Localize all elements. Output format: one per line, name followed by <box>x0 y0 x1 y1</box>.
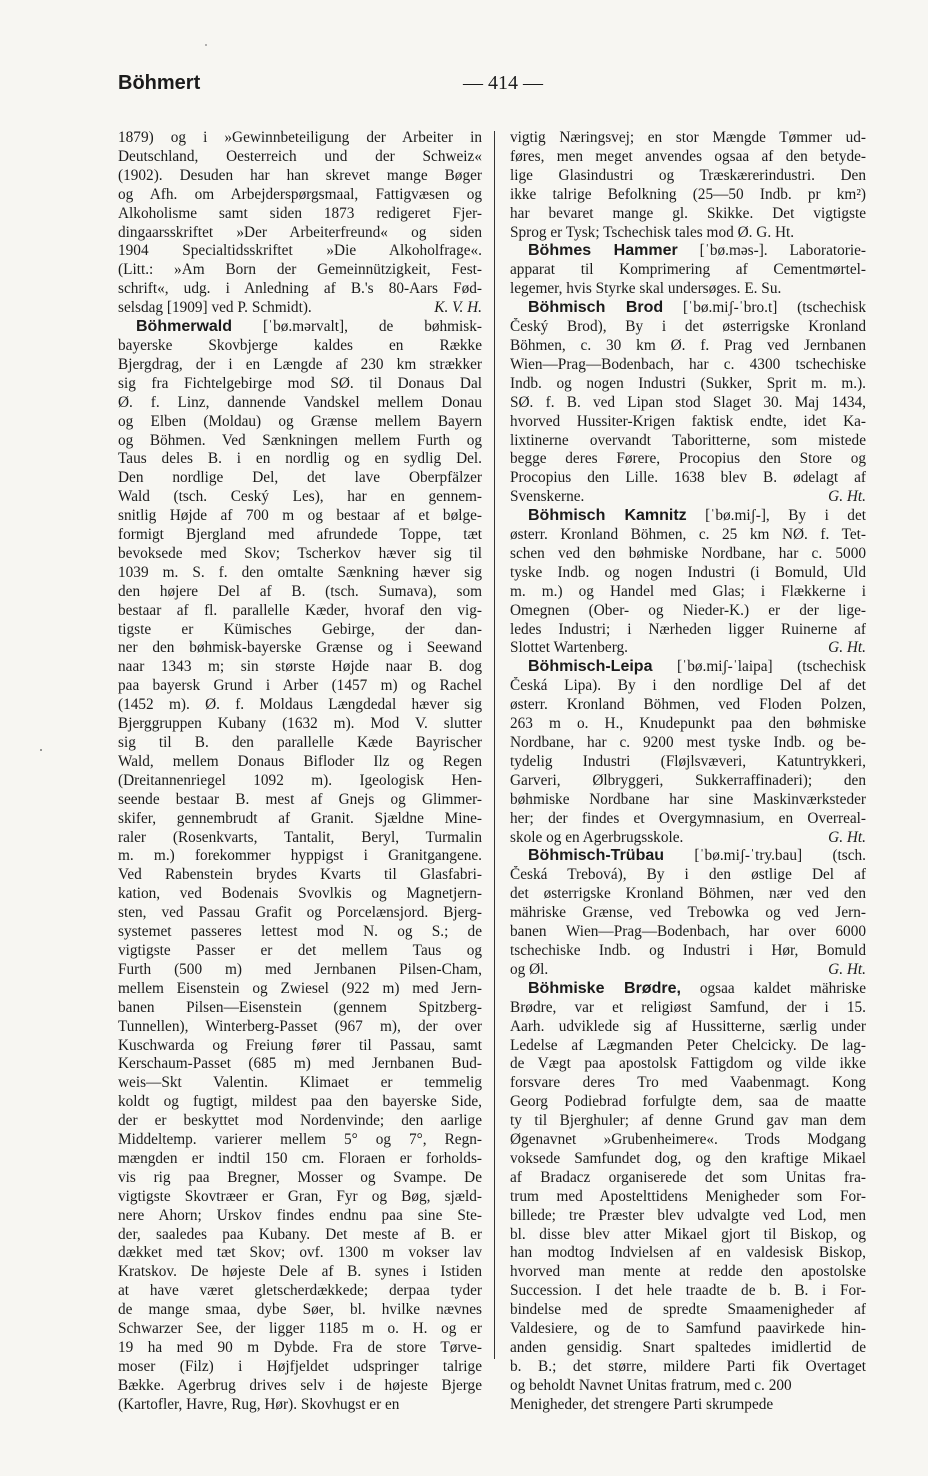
line-text: Den nordlige Del, det lave Oberpfälzer <box>118 469 482 487</box>
line-text: Garveri, Ølbryggeri, Sukkerraffinaderi); den <box>510 771 866 789</box>
text-line <box>510 1055 866 1074</box>
text-line <box>510 923 866 942</box>
text-line <box>510 1112 866 1131</box>
right-column <box>510 129 866 1415</box>
line-text: Wald, mellem Donaus Bifloder Ilz og Regen <box>118 752 482 770</box>
text-line <box>118 942 482 961</box>
text-line <box>510 1396 866 1415</box>
line-text: sten, ved Passau Grafit og Porcelænsjord. Bjerg- <box>118 904 482 922</box>
text-line <box>510 167 866 186</box>
text-line <box>510 904 866 923</box>
text-line <box>510 658 866 677</box>
line-text: de Vægt paa apostolsk Fattigdom og vilde ikke <box>510 1055 866 1073</box>
line-text: naar 1343 m; sin største Højde naar B. dog <box>118 658 482 676</box>
line-text: m. m.) forekommer hyppigst i Granitgangene. <box>118 847 482 865</box>
line-text: (Dreitannenriegel 1092 m). Igeologisk Hen- <box>118 771 482 789</box>
text-line <box>118 1358 482 1377</box>
author-signature: G. Ht. <box>828 960 866 978</box>
line-text: systemet passeres lettest mod N. og S.; de <box>118 923 482 941</box>
text-line <box>118 885 482 904</box>
text-line <box>510 375 866 394</box>
text-line <box>118 829 482 848</box>
headword: Böhmerwald <box>136 318 233 336</box>
line-text: [ˈbø.məs-]. Laboratorie- <box>677 242 866 260</box>
line-text: Česká Lipa). By i den nordlige Del af det <box>510 677 866 695</box>
text-line <box>510 186 866 205</box>
line-text: at have været gletscherdækkede; derpaa tyder <box>118 1282 482 1300</box>
line-text: dækket med tæt Skov; ovf. 1300 m vokser lav <box>118 1244 482 1262</box>
line-text: Middeltemp. varierer mellem 5° og 7°, Regn- <box>118 1131 482 1149</box>
line-text: Succession. I det hele traadte de b. B. i For- <box>510 1282 866 1300</box>
line-text: her; der findes et Overgymnasium, en Overreal- <box>510 809 866 827</box>
line-text: Øgenavnet »Grubenheimere«. Trods Modgang <box>510 1131 866 1149</box>
text-line <box>510 866 866 885</box>
line-text: Bække. Agerbrug drives selv i de højeste Bjerge <box>118 1376 482 1394</box>
text-line <box>118 507 482 526</box>
text-line <box>510 148 866 167</box>
text-line <box>118 1188 482 1207</box>
text-line <box>510 1377 866 1396</box>
line-text: skifer, gennembrudt af Granit. Sjældne Mine- <box>118 809 482 827</box>
page-header <box>118 72 818 102</box>
text-line <box>118 1150 482 1169</box>
text-line <box>510 753 866 772</box>
text-line <box>118 1037 482 1056</box>
text-line <box>118 318 482 337</box>
line-text: Alkoholisme samt siden 1873 redigeret Fjer- <box>118 204 482 222</box>
line-text: bøhmiske Nordbane har sine Maskinværksteder <box>510 790 866 808</box>
text-line <box>510 564 866 583</box>
speck <box>205 44 207 46</box>
text-line <box>118 1301 482 1320</box>
headword: Böhmisch Kamnitz <box>528 507 687 525</box>
line-text: begge deres Førere, Procopius den Store og <box>510 450 866 468</box>
text-line <box>118 810 482 829</box>
text-line <box>510 205 866 224</box>
text-line <box>118 1169 482 1188</box>
text-line <box>510 621 866 640</box>
line-text: 1039 m. S. f. den omtalte Sænkning hæver sig <box>118 563 482 581</box>
line-text: bayerske Skovbjerge kaldes en Række <box>118 336 482 354</box>
line-text: Ø. f. Linz, dannende Vandskel mellem Donau <box>118 393 482 411</box>
text-line <box>510 261 866 280</box>
text-line <box>510 942 866 961</box>
line-text: Georg Podiebrad forfulgte dem, saa de maatte <box>510 1093 866 1111</box>
text-line <box>510 1037 866 1056</box>
line-text: trum med Apostelttidens Menigheder som For- <box>510 1187 866 1205</box>
line-text: anden gensidig. Snart spaltedes imidlertid de <box>510 1339 866 1356</box>
text-line <box>118 583 482 602</box>
text-line <box>510 1282 866 1301</box>
text-line <box>510 1018 866 1037</box>
line-text: sig til B. den parallelle Kæde Bayrischer <box>118 734 482 751</box>
text-line <box>118 167 482 186</box>
text-line <box>510 337 866 356</box>
text-line <box>510 450 866 469</box>
text-line <box>510 413 866 432</box>
headword: Böhmisch Brod <box>528 299 664 317</box>
line-text: føres, men meget anvendes ogsaa af den betyde- <box>510 147 866 165</box>
text-line <box>118 545 482 564</box>
line-text: billede; tre Præster blev udvalgte ved Lod, men <box>510 1206 866 1224</box>
line-text: Tunnellen), Winterberg-Passet (967 m), der over <box>118 1017 482 1035</box>
text-line <box>118 1112 482 1131</box>
text-line <box>510 1093 866 1112</box>
line-text: schrift«, udg. i Anledning af B.'s 80-Aars Fød- <box>118 280 482 298</box>
text-line <box>510 1244 866 1263</box>
line-text: tschechiske Indb. og Industri i Hør, Bomuld <box>510 941 866 959</box>
line-text: Kratskov. De højeste Dele af B. synes i Istiden <box>118 1263 482 1281</box>
line-text: Ved Rabenstein brydes Kvarts til Glasfabri- <box>118 866 482 884</box>
line-text: [ˈbø.miʃ-ˈtry.bau] (tsch. <box>664 847 866 865</box>
text-line <box>118 961 482 980</box>
text-line <box>510 715 866 734</box>
text-line <box>118 261 482 280</box>
line-text: bl. disse blev atter Mikael gjort til Biskop, og <box>510 1225 866 1243</box>
text-line <box>118 413 482 432</box>
text-line <box>510 847 866 866</box>
text-line <box>118 1093 482 1112</box>
line-text: Nordbane, har c. 9200 mest tyske Indb. og be- <box>510 734 866 751</box>
text-line <box>510 318 866 337</box>
line-text: 263 m o. H., Knudepunkt paa den bøhmiske <box>510 715 866 733</box>
line-text: vis rig paa Bregner, Mosser og Svampe. De <box>118 1168 482 1186</box>
text-line <box>510 980 866 999</box>
line-text: bevoksede med Skov; Tscherkov hæver sig til <box>118 544 482 562</box>
line-text: seende bestaar B. mest af Gnejs og Glimmer- <box>118 790 482 808</box>
line-text: den højere Del af B. (tsch. Sumava), som <box>118 582 482 600</box>
line-text: Furth (500 m) med Jernbanen Pilsen-Cham, <box>118 960 482 978</box>
line-text: mellem Eisenstein og Zwiesel (922 m) med Jern- <box>118 979 482 997</box>
text-line <box>118 753 482 772</box>
line-text: Bjergdrag, der i en Længde af 230 km strækker <box>118 355 482 373</box>
text-line <box>118 1396 482 1415</box>
text-line <box>118 564 482 583</box>
line-text: m. m.) og Handel med Glas; i Flækkerne i <box>510 582 866 600</box>
line-text: og Øl. <box>510 960 549 978</box>
text-line <box>510 810 866 829</box>
text-line <box>118 999 482 1018</box>
text-line <box>510 999 866 1018</box>
text-line <box>510 432 866 451</box>
line-text: dingaarsskriftet »Der Arbeiterfreund« og siden <box>118 223 482 241</box>
line-text: Svenskerne. <box>510 488 585 506</box>
text-line <box>118 469 482 488</box>
text-line <box>118 734 482 753</box>
text-line <box>118 1131 482 1150</box>
text-line <box>118 337 482 356</box>
line-text: [ˈbø.miʃ-ˈlaipa] (tschechisk <box>652 658 866 676</box>
line-text: der er beskyttet mod Nordenvinde; den aarlige <box>118 1112 482 1130</box>
text-line <box>118 1055 482 1074</box>
text-line <box>510 299 866 318</box>
text-line <box>118 1339 482 1358</box>
line-text: Schwarzer See, der ligger 1185 m o. H. og er <box>118 1320 482 1338</box>
headword: Böhmiske Brødre, <box>528 979 681 997</box>
line-text: der, saaledes paa Kubany. Det meste af B. er <box>118 1225 482 1243</box>
text-line <box>118 923 482 942</box>
line-text: vigtigste Passer er det mellem Taus og <box>118 941 482 959</box>
line-text: Böhmen, c. 30 km Ø. f. Prag ved Jernbanen <box>510 336 866 354</box>
text-line <box>118 866 482 885</box>
line-text: vigtig Næringsvej; en stor Mængde Tømmer ud- <box>510 129 866 146</box>
line-text: vigtigste Skovtræer er Gran, Fyr og Bøg, sjæld- <box>118 1187 482 1205</box>
line-text: bindelse med de spredte Smaamenigheder af <box>510 1301 866 1319</box>
line-text: tydelig Industri (Fløjlsvæveri, Katuntrykkeri, <box>510 752 866 770</box>
text-line <box>510 1131 866 1150</box>
line-text: Sprog er Tysk; Tschechisk tales mod Ø. G. Ht. <box>510 223 795 241</box>
line-text: tigste er Kümisches Gebirge, der dan- <box>118 620 482 638</box>
line-text: ikke talrige Befolkning (25—50 Indb. pr km²) <box>510 185 866 203</box>
line-text: formigt Bjergland med afrundede Toppe, tæt <box>118 526 482 544</box>
text-line <box>118 242 482 261</box>
text-line <box>510 1150 866 1169</box>
headword: Böhmisch-Trübau <box>528 847 665 865</box>
text-line <box>510 224 866 243</box>
line-text: weis—Skt Valentin. Klimaet er temmelig <box>118 1074 482 1092</box>
line-text: og Böhmen. Ved Sænkningen mellem Furth og <box>118 431 482 449</box>
text-line <box>510 1188 866 1207</box>
line-text: schen ved den bøhmiske Nordbane, har c. 5000 <box>510 544 866 562</box>
line-text: [ˈbø.mərvalt], de bøhmisk- <box>232 318 482 336</box>
text-line <box>118 1018 482 1037</box>
line-text: (1452 m). Ø. f. Moldaus Længdedal hæver sig <box>118 696 482 714</box>
line-text: hvorved man mente at redde den apostolske <box>510 1263 866 1281</box>
line-text: Deutschland, Oesterreich und der Schweiz« <box>118 147 482 165</box>
line-text: Omegnen (Ober- og Nieder-K.) er der lige- <box>510 601 866 619</box>
line-text: det østerrigske Kronland Böhmen, nær ved den <box>510 885 866 903</box>
text-line <box>118 602 482 621</box>
line-text: Bjerggruppen Kubany (1632 m). Mod V. slutter <box>118 715 482 733</box>
line-text: koldt og fugtigt, mildest paa den bayerske Side, <box>118 1093 482 1111</box>
text-line <box>510 356 866 375</box>
line-text: paa bayersk Grund i Arber (1457 m) og Rachel <box>118 677 482 695</box>
line-text: og beholdt Navnet Unitas fratrum, med c. 200 <box>510 1376 792 1394</box>
line-text: Procopius den Lille. 1638 blev B. ødelagt af <box>510 469 866 487</box>
line-text: legemer, hvis Styrke skal undersøges. E. Su. <box>510 280 782 298</box>
line-text: ty til Bjerghuler; af denne Grund gav man dem <box>510 1112 866 1130</box>
line-text: Taus deles B. i en nordlig og en sydlig Del. <box>118 450 482 468</box>
text-line <box>118 1244 482 1263</box>
left-column <box>118 129 482 1415</box>
line-text: Český Brod), By i det østerrigske Kronland <box>510 318 866 336</box>
text-line <box>510 829 866 848</box>
text-line <box>510 639 866 658</box>
text-line <box>510 677 866 696</box>
text-line <box>510 791 866 810</box>
line-text: sig fra Fichtelgebirge mod SØ. til Donaus Dal <box>118 374 482 392</box>
text-line <box>510 1358 866 1377</box>
author-signature: G. Ht. <box>828 828 866 846</box>
text-line <box>118 299 482 318</box>
text-line <box>510 1320 866 1339</box>
author-signature: G. Ht. <box>828 488 866 506</box>
line-text: mähriske Grænse, ved Trebowka og ved Jern- <box>510 904 866 922</box>
text-line <box>510 526 866 545</box>
line-text: hvorved Hussiter-Krigen faktisk endte, idet Ka- <box>510 412 866 430</box>
text-line <box>118 488 482 507</box>
line-text: Slottet Wartenberg. <box>510 639 629 657</box>
line-text: Wald (tsch. Ceský Les), har en gennem- <box>118 488 482 506</box>
text-line <box>118 148 482 167</box>
line-text: østerr. Kronland Böhmen, ved Floden Polzen, <box>510 696 866 714</box>
text-line <box>118 432 482 451</box>
line-text: 19 ha med 90 m Dybde. Fra de store Tørve- <box>118 1339 482 1356</box>
line-text: østerr. Kronland Böhmen, c. 25 km NØ. f. Tet- <box>510 526 866 544</box>
text-line <box>118 526 482 545</box>
text-line <box>510 469 866 488</box>
text-line <box>118 1074 482 1093</box>
line-text: bestaar af fl. parallelle Kæder, hvoraf den vig- <box>118 601 482 619</box>
text-line <box>510 602 866 621</box>
author-signature: G. Ht. <box>828 639 866 657</box>
line-text: Kuschwarda og Freiung fører til Passau, samt <box>118 1036 482 1054</box>
line-text: banen Wien—Prag—Bodenbach, har over 6000 <box>510 923 866 941</box>
text-line <box>510 394 866 413</box>
text-line <box>510 129 866 148</box>
text-line <box>510 1226 866 1245</box>
text-line <box>118 1226 482 1245</box>
text-line <box>510 1169 866 1188</box>
line-text: voksede Samfundet dog, og den kraftige Mikael <box>510 1149 866 1167</box>
line-text: Indb. og nogen Industri (Sukker, Sprit m. m.). <box>510 374 866 392</box>
line-text: Menigheder, det strengere Parti skrumpede <box>510 1395 774 1413</box>
headword: Böhmes Hammer <box>528 242 678 260</box>
text-line <box>118 1263 482 1282</box>
text-line <box>510 242 866 261</box>
line-text: (Litt.: »Am Born der Gemeinnützigkeit, Fest- <box>118 261 482 279</box>
text-line <box>118 677 482 696</box>
author-signature: K. V. H. <box>434 299 482 317</box>
line-text: har bevaret mange gl. Skikke. Det vigtigste <box>510 204 866 222</box>
line-text: 1904 Specialtidsskriftet »Die Alkoholfrage«. <box>118 242 482 260</box>
line-text: Ledelse af Lægmanden Peter Chelcicky. De lag- <box>510 1036 866 1054</box>
text-line <box>510 1301 866 1320</box>
line-text: de mange smaa, dybe Søer, bl. hvilke nævnes <box>118 1301 482 1319</box>
text-line <box>118 639 482 658</box>
text-line <box>118 715 482 734</box>
text-line <box>118 904 482 923</box>
line-text: raler (Rosenkvarts, Tantalit, Beryl, Turmalin <box>118 828 482 846</box>
text-line <box>118 375 482 394</box>
line-text: kation, ved Bodenais Svovlkis og Magnetjern- <box>118 885 482 903</box>
text-line <box>510 1339 866 1358</box>
text-line <box>510 1074 866 1093</box>
line-text: tyske Indb. og nogen Industri (i Bomuld, Uld <box>510 563 866 581</box>
line-text: Kerschaum-Passet (685 m) med Jernbanen Bud- <box>118 1055 482 1073</box>
line-text: (Kartofler, Havre, Rug, Hør). Skovhugst er en <box>118 1395 400 1413</box>
headword: Böhmisch-Leipa <box>528 658 653 676</box>
line-text: b. B.; det større, mildere Parti fik Overtaget <box>510 1357 866 1375</box>
line-text: Valdesiere, og de to Samfund paavirkede hin- <box>510 1320 866 1338</box>
text-line <box>118 205 482 224</box>
line-text: ledes Industri; i Nærheden ligger Ruinerne af <box>510 620 866 638</box>
line-text: ogsaa kaldet mähriske <box>680 979 866 997</box>
line-text: [ˈbø.miʃ-], By i det <box>686 507 866 525</box>
text-line <box>510 885 866 904</box>
line-text: ner den bøhmisk-bayerske Grænse og i Seewand <box>118 639 482 657</box>
text-line <box>118 772 482 791</box>
line-text: nere Ahorn; Urskov findes endnu paa sine Ste- <box>118 1206 482 1224</box>
speck <box>40 749 42 751</box>
line-text: 1879) og i »Gewinnbeteiligung der Arbeiter in <box>118 129 482 146</box>
text-line <box>510 961 866 980</box>
text-line <box>510 1263 866 1282</box>
line-text: moser (Filz) i Højfjeldet udspringer talrige <box>118 1357 482 1375</box>
text-line <box>118 224 482 243</box>
line-text: af Bradacz organiserede det som Unitas fra- <box>510 1168 866 1186</box>
line-text: Brødre, var et religiøst Samfund, der i 15. <box>510 998 866 1016</box>
line-text: (1902). Desuden har han skrevet mange Bøger <box>118 166 482 184</box>
text-line <box>118 1207 482 1226</box>
line-text: Aarh. udviklede sig af Hussitterne, særlig under <box>510 1017 866 1035</box>
line-text: mængden er indtil 150 cm. Floraen er forholds- <box>118 1149 482 1167</box>
text-line <box>118 280 482 299</box>
line-text: Wien—Prag—Bodenbach, har c. 4300 tschechiske <box>510 355 866 373</box>
page-number: — 414 — <box>463 72 543 94</box>
text-line <box>118 791 482 810</box>
text-line <box>510 734 866 753</box>
line-text: og Elben (Moldau) og Grænse mellem Bayern <box>118 412 482 430</box>
line-text: og Afh. om Arbejderspørgsmaal, Fattigvæsen og <box>118 185 482 203</box>
column-divider <box>494 131 495 1359</box>
text-line <box>510 1207 866 1226</box>
text-line <box>118 356 482 375</box>
text-line <box>118 129 482 148</box>
line-text: [ˈbø.miʃ-ˈbro.t] (tschechisk <box>663 299 866 317</box>
text-line <box>118 186 482 205</box>
text-line <box>118 1320 482 1339</box>
text-line <box>510 772 866 791</box>
line-text: forsvare deres Tro med Vaabenmagt. Kong <box>510 1074 866 1092</box>
text-line <box>510 507 866 526</box>
line-text: snitlig Højde af 700 m og bestaar af et bølge- <box>118 507 482 525</box>
line-text: han modtog Indvielsen af en valdesisk Biskop, <box>510 1244 866 1262</box>
text-line <box>118 980 482 999</box>
text-line <box>118 658 482 677</box>
text-line <box>118 621 482 640</box>
line-text: lige Glasindustri og Træskærerindustri. Den <box>510 166 866 184</box>
text-line <box>510 280 866 299</box>
text-line <box>118 847 482 866</box>
line-text: lixtinerne overvandt Taboritterne, som mistede <box>510 431 866 449</box>
line-text: SØ. f. B. ved Lipan stod Slaget 30. Maj 1434, <box>510 393 866 411</box>
text-line <box>510 583 866 602</box>
running-head-word: Böhmert <box>118 72 201 94</box>
line-text: banen Pilsen—Eisenstein (gennem Spitzberg- <box>118 998 482 1016</box>
text-line <box>510 696 866 715</box>
line-text: Česká Trebová), By i den østlige Del af <box>510 866 866 884</box>
text-line <box>510 545 866 564</box>
text-line <box>510 488 866 507</box>
text-line <box>118 394 482 413</box>
line-text: selsdag [1909] ved P. Schmidt). <box>118 299 312 317</box>
text-line <box>118 1377 482 1396</box>
text-line <box>118 450 482 469</box>
text-line <box>118 696 482 715</box>
line-text: skole og en Agerbrugsskole. <box>510 828 684 846</box>
text-line <box>118 1282 482 1301</box>
line-text: apparat til Komprimering af Cementmørtel- <box>510 261 866 279</box>
